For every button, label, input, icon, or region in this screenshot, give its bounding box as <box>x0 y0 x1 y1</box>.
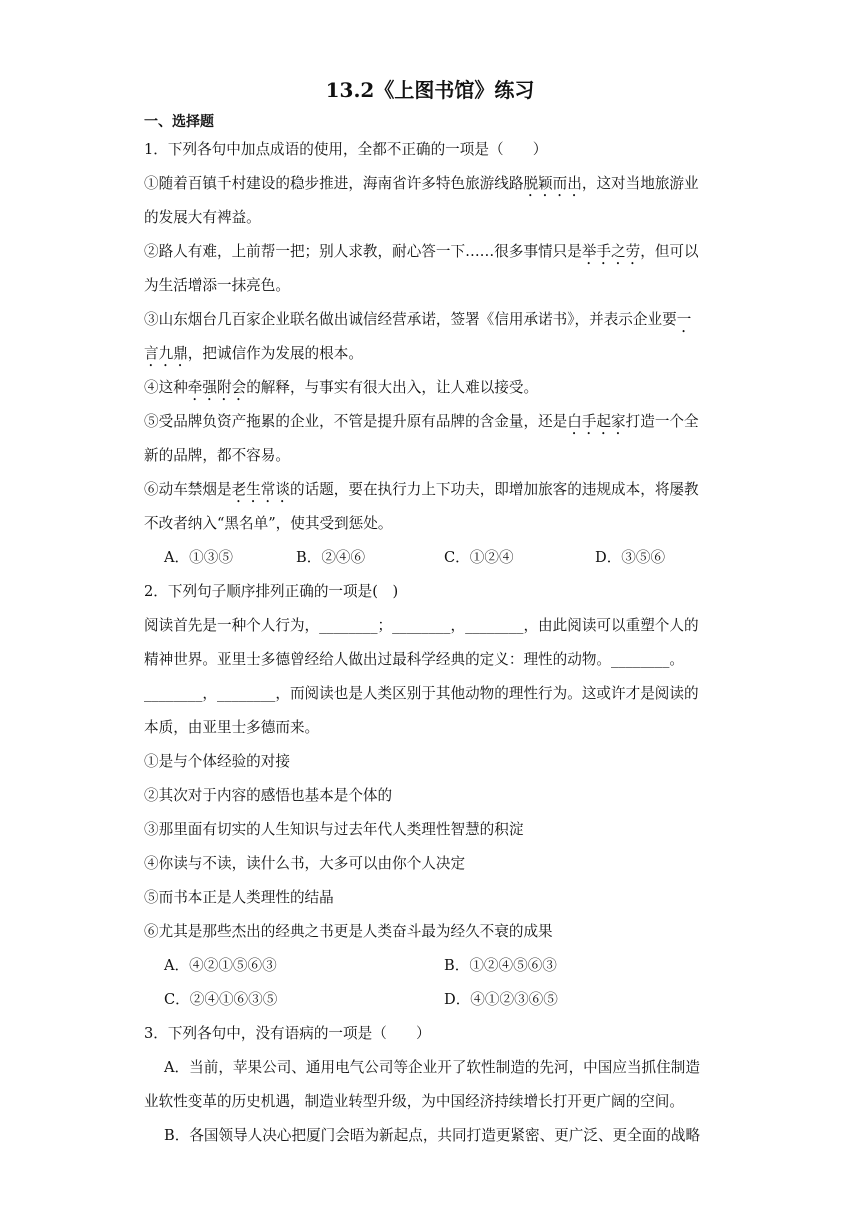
q1-option-d[interactable]: D．③⑤⑥ <box>595 549 666 566</box>
q1-option-b[interactable]: B．②④⑥ <box>296 549 366 566</box>
text: ⑥动车禁烟是 <box>144 481 232 498</box>
q1-sentence-5-line-1 <box>144 412 699 438</box>
q1-option-a[interactable]: A．①③⑤ <box>164 549 233 566</box>
question-1-stem: 1．下列各句中加点成语的使用，全都不正确的一项是（ ） <box>144 141 548 158</box>
q1-sentence-6-line-2: 不改者纳入“黑名单”，使其受到惩处。 <box>144 515 393 532</box>
text: ，把诚信作为发展的根本。 <box>187 345 363 362</box>
q2-item-1: ①是与个体经验的对接 <box>144 753 290 770</box>
q2-item-4: ④你读与不读，读什么书，大多可以由你个人决定 <box>144 855 466 872</box>
text: ①随着百镇千村建设的稳步推进，海南省许多特色旅游线路 <box>144 175 524 192</box>
q1-option-c[interactable]: C．①②④ <box>444 549 514 566</box>
q1-sentence-3-line-1 <box>144 310 691 336</box>
text: ，但可以 <box>640 243 699 260</box>
q2-item-2: ②其次对于内容的感悟也基本是个体的 <box>144 787 393 804</box>
q2-option-d[interactable]: D．④①②③⑥⑤ <box>444 991 558 1008</box>
emphasized-idiom: 老生常谈 <box>231 481 290 498</box>
page-title: 13.2《上图书馆》练习 <box>325 78 535 102</box>
question-3-stem: 3．下列各句中，没有语病的一项是（ ） <box>144 1025 431 1042</box>
section-heading: 一、选择题 <box>144 114 214 130</box>
q1-sentence-3-line-2 <box>144 344 363 370</box>
q2-passage-line-1: 阅读首先是一种个人行为，________；________，________，由此阅读可以重塑个人的 <box>144 617 699 634</box>
q1-sentence-2-line-1 <box>144 242 699 268</box>
q2-item-6: ⑥尤其是那些杰出的经典之书更是人类奋斗最为经久不衰的成果 <box>144 923 553 940</box>
q2-passage-line-2: 精神世界。亚里士多德曾经给人做出过最科学经典的定义：理性的动物。________。 <box>144 651 684 668</box>
text: 的解释，与事实有很大出入，让人难以接受。 <box>246 379 539 396</box>
q1-sentence-1-line-1 <box>144 174 699 200</box>
q1-sentence-5-line-2: 新的品牌，都不容易。 <box>144 447 290 464</box>
emphasized-idiom: 脱颖而出 <box>523 175 582 192</box>
text: ，这对当地旅游业 <box>581 175 699 192</box>
text: 打造一个全 <box>625 413 699 430</box>
emphasized-idiom: 言九鼎 <box>144 345 188 362</box>
q2-passage-line-4: 本质，由亚里士多德而来。 <box>144 719 320 736</box>
emphasized-idiom: 一 <box>676 311 692 328</box>
question-2-stem: 2．下列句子顺序排列正确的一项是( ) <box>144 583 399 600</box>
q3-option-a-line-2: 业软性变革的历史机遇，制造业转型升级，为中国经济持续增长打开更广阔的空间。 <box>144 1093 684 1110</box>
text: ④这种 <box>144 379 188 396</box>
emphasized-idiom: 白手起家 <box>567 413 626 430</box>
q2-item-5: ⑤而书本正是人类理性的结晶 <box>144 889 334 906</box>
emphasized-idiom: 牵强附会 <box>187 379 247 396</box>
q2-option-a[interactable]: A．④②①⑤⑥③ <box>164 957 277 974</box>
text: 的话题，要在执行力上下功夫，即增加旅客的违规成本，将屡教 <box>289 481 699 498</box>
text: ⑤受品牌负资产拖累的企业，不管是提升原有品牌的含金量，还是 <box>144 413 568 430</box>
text: ②路人有难，上前帮一把；别人求教，耐心答一下……很多事情只是 <box>144 243 582 260</box>
emphasized-idiom: 举手之劳 <box>581 243 641 260</box>
q1-sentence-6-line-1 <box>144 480 699 506</box>
text: ③山东烟台几百家企业联名做出诚信经营承诺，签署《信用承诺书》，并表示企业要 <box>144 311 677 328</box>
q3-option-a-line-1[interactable]: A．当前，苹果公司、通用电气公司等企业开了软性制造的先河，中国应当抓住制造 <box>164 1059 700 1076</box>
q3-option-b-line-1[interactable]: B．各国领导人决心把厦门会晤为新起点，共同打造更紧密、更广泛、更全面的战略 <box>164 1127 701 1144</box>
q2-option-b[interactable]: B．①②④⑤⑥③ <box>444 957 557 974</box>
q1-sentence-4 <box>144 378 538 404</box>
q1-sentence-2-line-2: 为生活增添一抹亮色。 <box>144 277 290 294</box>
q2-item-3: ③那里面有切实的人生知识与过去年代人类理性智慧的积淀 <box>144 821 524 838</box>
q2-option-c[interactable]: C．②④①⑥③⑤ <box>164 991 278 1008</box>
q2-passage-line-3: ________，________，而阅读也是人类区别于其他动物的理性行为。这或许才是阅读的 <box>144 685 699 702</box>
q1-sentence-1-line-2: 的发展大有裨益。 <box>144 209 261 226</box>
